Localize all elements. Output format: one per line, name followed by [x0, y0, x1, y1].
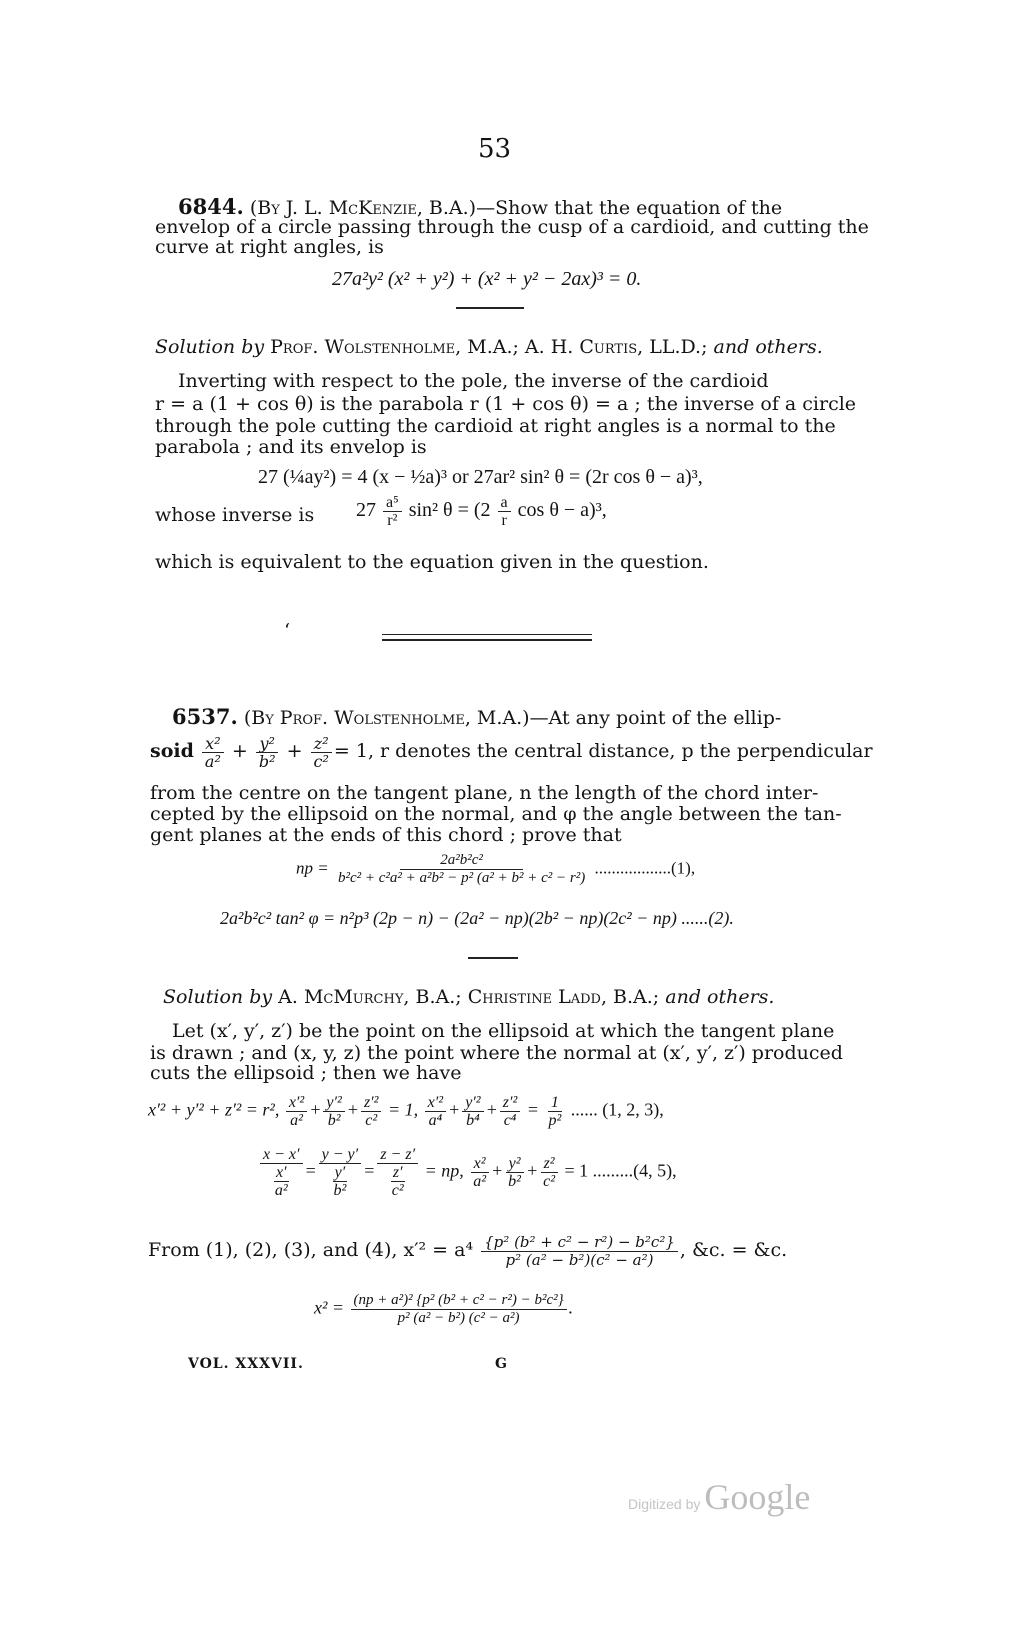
problem-text: = 1, r denotes the central distance, p the perpendicular: [333, 740, 873, 762]
fraction: [470, 1155, 489, 1190]
solution-6537-line2: is drawn ; and (x, y, z) the point where the normal at (x′, y′, z′) produced: [150, 1042, 843, 1064]
stray-mark: ʻ: [284, 620, 291, 642]
problem-6537-line3: from the centre on the tangent plane, n the length of the chord inter-: [150, 782, 819, 804]
denominator: c²: [313, 751, 329, 771]
eq-coefficient: 27: [356, 499, 376, 522]
problem-6537-line5: gent planes at the ends of this chord ; prove that: [150, 824, 622, 846]
solution-6844-line1: Inverting with respect to the pole, the inverse of the cardioid: [178, 370, 769, 392]
solution-6844-equation2: [356, 494, 607, 529]
solution-6844-line4: parabola ; and its envelop is: [155, 436, 427, 458]
fraction: [383, 494, 402, 529]
numerator: z²: [311, 735, 332, 753]
inner-denominator: a²: [274, 1182, 288, 1199]
eq-tail: .: [568, 1297, 574, 1318]
denominator: b²: [258, 751, 276, 771]
inner-numerator: y′: [334, 1164, 346, 1181]
from-text: From (1), (2), (3), and (4), x′² = a⁴: [148, 1239, 474, 1261]
eq-tail: = 1 .........(4, 5),: [564, 1160, 677, 1181]
denominator: b²: [327, 1112, 341, 1129]
denominator: r²: [387, 512, 398, 529]
google-logo: Google: [704, 1477, 811, 1517]
problem-number: 6537.: [172, 704, 238, 729]
signature-mark: G: [495, 1356, 508, 1372]
numerator: y²: [506, 1155, 524, 1173]
section-divider: [468, 957, 518, 959]
fraction: [545, 1094, 564, 1129]
denominator: a²: [473, 1173, 487, 1190]
denominator: p² (a² − b²) (c² − a²): [397, 1310, 520, 1326]
denominator: [271, 1164, 292, 1199]
numerator: z′²: [361, 1094, 382, 1112]
inner-denominator: b²: [333, 1182, 347, 1199]
numerator: y′²: [462, 1094, 483, 1112]
problem-text: —At any point of the ellip-: [529, 707, 782, 729]
solution-tail: and others.: [665, 986, 775, 1008]
problem-6537-line4: cepted by the ellipsoid on the normal, and φ the angle between the tan-: [150, 803, 842, 825]
whose-inverse-label: whose inverse is: [155, 504, 315, 526]
fraction: [286, 1094, 307, 1129]
problem-6537-line1: [172, 706, 781, 729]
eq-middle: sin² θ = (2: [408, 499, 491, 522]
eq-tail: ...... (1, 2, 3),: [570, 1099, 664, 1120]
compound-fraction: [319, 1146, 362, 1199]
fraction: [425, 1094, 446, 1129]
eq-part: = 1,: [387, 1099, 419, 1120]
fraction: [202, 735, 224, 770]
solution-6537-line3: cuts the ellipsoid ; then we have: [150, 1062, 462, 1084]
fraction: [540, 1155, 558, 1190]
solution-6844-line2: r = a (1 + cos θ) is the parabola r (1 + cos θ) = a ; the inverse of a circle: [155, 393, 857, 415]
problem-6844-equation: 27a²y² (x² + y²) + (x² + y² − 2ax)³ = 0.: [332, 268, 642, 290]
fraction: [323, 1094, 344, 1129]
solution-6844-line3: through the pole cutting the cardioid at right angles is a normal to the: [155, 415, 836, 437]
final-equation: [314, 1292, 573, 1327]
numerator: z − z′: [377, 1146, 418, 1164]
numerator: x²: [471, 1155, 489, 1173]
eq-tail: cos θ − a)³,: [517, 499, 607, 522]
eq-part: =: [526, 1099, 539, 1120]
problem-byline: (By Prof. Wolstenholme, M.A.): [243, 707, 530, 729]
denominator: a⁴: [428, 1112, 443, 1129]
problem-byline: (By J. L. McKenzie, B.A.): [249, 197, 477, 219]
denominator: b²: [508, 1173, 521, 1190]
solution-authors: A. McMurchy, B.A.; Christine Ladd, B.A.;: [278, 986, 660, 1008]
denominator: [330, 1164, 351, 1199]
solution-6844-equation1: 27 (¼ay²) = 4 (x − ½a)³ or 27ar² sin² θ = (2r cos θ − a)³,: [258, 466, 703, 488]
numerator: z²: [541, 1155, 558, 1173]
eq-part: = np,: [424, 1160, 464, 1181]
numerator: a: [498, 494, 511, 512]
problem-6844-line2: envelop of a circle passing through the cusp of a cardioid, and cutting the: [155, 216, 869, 238]
watermark-prefix: Digitized by: [628, 1496, 701, 1512]
section-divider: [456, 307, 524, 309]
denominator: a²: [204, 751, 221, 771]
numerator: y − y′: [319, 1146, 362, 1164]
denominator: a²: [290, 1112, 303, 1129]
soid-word: soid: [150, 740, 194, 762]
denominator: r: [501, 512, 507, 529]
numerator: x′²: [286, 1094, 307, 1112]
fraction: [335, 852, 588, 887]
fraction: [351, 1292, 567, 1327]
denominator: [388, 1164, 408, 1199]
solution-label: Solution by: [155, 336, 265, 358]
double-rule-bottom: [382, 639, 592, 641]
fraction: [361, 1094, 382, 1129]
page-number: 53: [478, 134, 512, 164]
problem-6844-line3: curve at right angles, is: [155, 236, 384, 258]
denominator: b²c² + c²a² + a²b² − p² (a² + b² + c² − r²): [337, 870, 586, 886]
problem-6537-line2: soid $\frac{\text{x²}}{\text{a²}}$ + $\frac{\text{y²}}{\text{b²}}$ + $\frac{\text{z²}}{\text{c²}}$ = 1, r denotes the central distance, p the perpendicular: [150, 733, 873, 771]
solution-authors: Prof. Wolstenholme, M.A.; A. H. Curtis, LL.D.;: [270, 336, 708, 358]
denominator: p² (a² − b²)(c² − a²): [505, 1250, 654, 1269]
problem-6537-equation1: [296, 852, 695, 887]
denominator: c²: [365, 1112, 378, 1129]
volume-label: VOL. XXXVII.: [188, 1356, 304, 1372]
solution-6537-line1: Let (x′, y′, z′) be the point on the ellipsoid at which the tangent plane: [172, 1020, 835, 1042]
solution-tail: and others.: [713, 336, 823, 358]
from-tail: , &c. = &c.: [679, 1239, 788, 1261]
denominator: c⁴: [503, 1112, 517, 1129]
fraction: [505, 1155, 524, 1190]
numerator: y′²: [323, 1094, 344, 1112]
numerator: z′²: [500, 1094, 521, 1112]
numerator: x²: [202, 735, 223, 753]
compound-fraction: [260, 1146, 303, 1199]
eq-lhs: x² =: [314, 1297, 345, 1318]
compound-fraction: [377, 1146, 418, 1199]
solution-6844-closing: which is equivalent to the equation given in the question.: [155, 551, 709, 573]
problem-text: —Show that the equation of the: [476, 197, 783, 219]
numerator: 1: [548, 1094, 562, 1112]
solution-6844-heading: [155, 336, 823, 358]
eq-part: x′² + y′² + z′² = r²,: [148, 1099, 280, 1120]
inner-numerator: z′: [392, 1164, 403, 1181]
from-equation: [148, 1230, 787, 1270]
numerator: y²: [256, 735, 277, 753]
denominator: b⁴: [466, 1112, 480, 1129]
fraction: [498, 494, 511, 529]
solution-6537-heading: [163, 986, 774, 1008]
equation-1-2-3: x′² + y′² + z′² = r², $\frac{\text{x′²}}{\text{a²}}$ + $\frac{\text{y′²}}{\text{b²}}$ + $\frac{\text{z′²}}{\text{c²}}$ = 1, $\frac{\text{x′²}}{\text{a⁴}}$ + $\frac{\text{y′²}}{\text{b⁴}}$ + $\frac{\text{z′²}}{\text{c⁴}}$ = $\frac{1}{\text{p²}}$ ...... (1, 2, 3),: [148, 1094, 664, 1129]
digitized-watermark: [628, 1476, 810, 1518]
numerator: (np + a²)² {p² (b² + c² − r²) − b²c²}: [351, 1292, 567, 1310]
fraction: [311, 735, 332, 770]
fraction: [462, 1094, 483, 1129]
fraction: [256, 735, 279, 770]
numerator: x′²: [425, 1094, 446, 1112]
fraction: [481, 1234, 678, 1269]
denominator: p²: [548, 1112, 562, 1129]
problem-6537-equation2: 2a²b²c² tan² φ = n²p³ (2p − n) − (2a² − np)(2b² − np)(2c² − np) ......(2).: [220, 908, 734, 928]
problem-number: 6844.: [178, 194, 244, 219]
inner-numerator: x′: [275, 1164, 287, 1181]
solution-label: Solution by: [163, 986, 273, 1008]
numerator: {p² (b² + c² − r²) − b²c²}: [481, 1234, 678, 1252]
numerator: x − x′: [260, 1146, 303, 1164]
eq-tail: ..................(1),: [594, 858, 696, 878]
denominator: c²: [543, 1173, 556, 1190]
double-rule-top: [382, 634, 592, 635]
fraction: [500, 1094, 521, 1129]
eq-lhs: np =: [296, 858, 329, 878]
inner-denominator: c²: [391, 1182, 404, 1199]
numerator: a⁵: [383, 494, 402, 512]
equation-4-5: $\frac{x - x'}{\frac{x'}{\text{a²}}}$ = $\frac{y - y'}{\frac{y'}{\text{b²}}}$ = $\frac{z - z'}{\frac{z'}{\text{c²}}}$ = np, $\frac{\text{x²}}{\text{a²}}$ + $\frac{\text{y²}}{\text{b²}}$ + $\frac{\text{z²}}{\text{c²}}$ = 1 .........(4, 5),: [258, 1146, 677, 1199]
numerator: 2a²b²c²: [400, 852, 523, 870]
